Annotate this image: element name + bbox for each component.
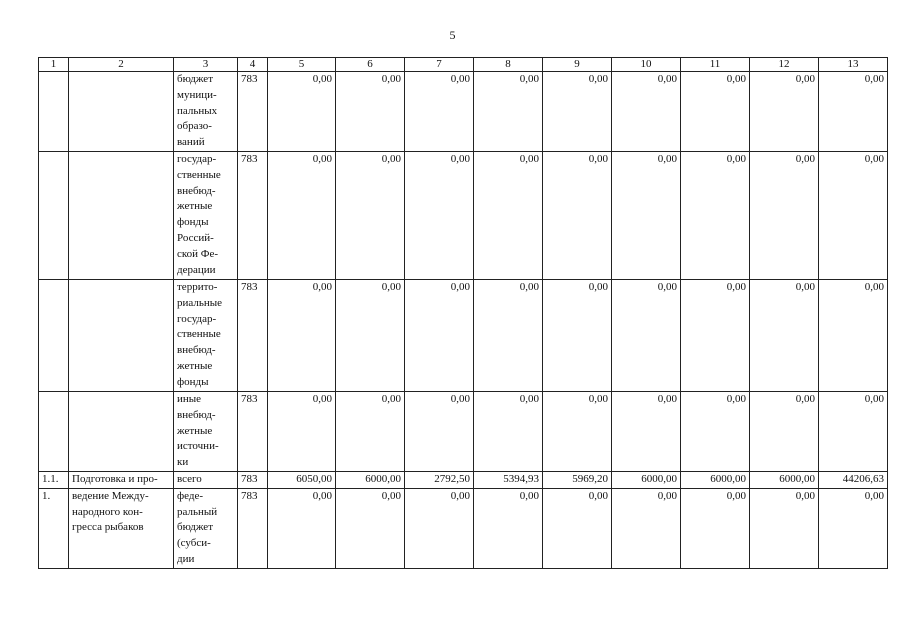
code-cell: 783 — [238, 392, 268, 472]
table-row — [39, 152, 888, 280]
table-row — [39, 280, 888, 392]
funding-source-cell-line: бюджет — [177, 73, 213, 85]
funding-source-cell-line: бюджет — [177, 521, 213, 534]
amount-cell: 44206,63 — [819, 472, 888, 489]
amount-cell: 0,00 — [819, 488, 888, 568]
amount-cell: 0,00 — [819, 72, 888, 152]
header-cell: 2 — [69, 58, 174, 72]
code-cell: 783 — [238, 472, 268, 489]
header-cell: 5 — [268, 58, 336, 72]
header-cell: 12 — [750, 58, 819, 72]
amount-cell: 0,00 — [819, 280, 888, 392]
funding-source-cell-line: государ- — [177, 153, 217, 165]
funding-source-cell — [174, 280, 238, 392]
amount-cell: 0,00 — [474, 280, 543, 392]
amount-cell: 0,00 — [474, 152, 543, 280]
row-number-cell — [39, 392, 69, 472]
table-row — [39, 488, 888, 568]
header-cell: 3 — [174, 58, 238, 72]
funding-source-cell-line: террито- — [177, 281, 218, 293]
header-cell: 4 — [238, 58, 268, 72]
amount-cell: 6000,00 — [681, 472, 750, 489]
activity-name-cell — [69, 392, 174, 472]
amount-cell: 0,00 — [405, 152, 474, 280]
amount-cell: 0,00 — [405, 280, 474, 392]
activity-name-cell — [69, 72, 174, 152]
header-cell: 9 — [543, 58, 612, 72]
amount-cell: 0,00 — [474, 72, 543, 152]
table-row — [39, 392, 888, 472]
header-row — [39, 58, 888, 72]
amount-cell: 0,00 — [543, 280, 612, 392]
row-number-cell — [39, 472, 69, 489]
amount-cell: 0,00 — [268, 152, 336, 280]
header-cell: 7 — [405, 58, 474, 72]
funding-source-cell-line: муници- — [177, 88, 217, 101]
amount-cell: 0,00 — [612, 72, 681, 152]
amount-cell: 6000,00 — [750, 472, 819, 489]
row-number-cell-line: 1.1. — [42, 473, 59, 485]
amount-cell: 0,00 — [405, 72, 474, 152]
row-number-cell — [39, 152, 69, 280]
row-number-cell — [39, 488, 69, 568]
amount-cell: 0,00 — [543, 72, 612, 152]
amount-cell: 0,00 — [268, 392, 336, 472]
amount-cell: 0,00 — [336, 488, 405, 568]
code-cell: 783 — [238, 72, 268, 152]
header-cell: 1 — [39, 58, 69, 72]
funding-source-cell-line: дии — [177, 552, 195, 565]
funding-source-cell-line: иные — [177, 393, 202, 405]
funding-source-cell-line: источни- — [177, 440, 219, 453]
activity-name-cell — [69, 152, 174, 280]
amount-cell: 0,00 — [336, 152, 405, 280]
header-cell: 8 — [474, 58, 543, 72]
amount-cell: 5969,20 — [543, 472, 612, 489]
amount-cell: 0,00 — [268, 488, 336, 568]
activity-name-cell — [69, 280, 174, 392]
funding-source-cell-line: внебюд- — [177, 184, 216, 197]
amount-cell: 5394,93 — [474, 472, 543, 489]
amount-cell: 0,00 — [268, 72, 336, 152]
funding-source-cell-line: ральный — [177, 505, 218, 518]
funding-source-cell-line: жетные — [177, 359, 213, 372]
funding-source-cell-line: фонды — [177, 216, 209, 229]
amount-cell: 0,00 — [681, 152, 750, 280]
funding-source-cell-line: государ- — [177, 312, 217, 325]
activity-name-cell — [69, 472, 174, 489]
row-number-cell — [39, 280, 69, 392]
amount-cell: 0,00 — [819, 152, 888, 280]
funding-source-cell-line: дерации — [177, 263, 216, 276]
amount-cell: 0,00 — [681, 392, 750, 472]
amount-cell: 0,00 — [543, 488, 612, 568]
code-cell: 783 — [238, 488, 268, 568]
code-cell: 783 — [238, 280, 268, 392]
amount-cell: 0,00 — [612, 392, 681, 472]
row-number-cell — [39, 72, 69, 152]
funding-source-cell-line: всего — [177, 473, 202, 485]
amount-cell: 0,00 — [750, 152, 819, 280]
funding-source-cell-line: ки — [177, 456, 189, 469]
activity-name-cell-line: Подготовка и про- — [72, 473, 158, 485]
funding-source-cell-line: ской Фе- — [177, 247, 219, 260]
funding-source-cell-line: фонды — [177, 375, 209, 388]
amount-cell: 0,00 — [750, 392, 819, 472]
funding-source-cell-line: жетные — [177, 424, 213, 437]
amount-cell: 0,00 — [474, 392, 543, 472]
amount-cell: 0,00 — [681, 280, 750, 392]
amount-cell: 0,00 — [681, 72, 750, 152]
amount-cell: 6000,00 — [612, 472, 681, 489]
amount-cell: 0,00 — [336, 392, 405, 472]
table-row — [39, 472, 888, 489]
amount-cell: 0,00 — [819, 392, 888, 472]
funding-source-cell-line: ваний — [177, 136, 205, 149]
funding-source-cell — [174, 152, 238, 280]
funding-source-cell-line: ственные — [177, 168, 221, 181]
amount-cell: 6050,00 — [268, 472, 336, 489]
amount-cell: 0,00 — [336, 280, 405, 392]
activity-name-cell-line: гресса рыбаков — [72, 521, 144, 534]
funding-source-cell-line: ственные — [177, 328, 221, 341]
amount-cell: 0,00 — [612, 152, 681, 280]
funding-source-cell-line: образо- — [177, 120, 212, 133]
activity-name-cell — [69, 488, 174, 568]
funding-source-cell — [174, 72, 238, 152]
activity-name-cell-line: ведение Между- — [72, 489, 149, 502]
amount-cell: 0,00 — [405, 488, 474, 568]
amount-cell: 0,00 — [750, 488, 819, 568]
amount-cell: 0,00 — [543, 152, 612, 280]
funding-source-cell-line: феде- — [177, 489, 204, 502]
funding-source-cell-line: жетные — [177, 200, 213, 213]
amount-cell: 0,00 — [612, 280, 681, 392]
funding-source-cell-line: внебюд- — [177, 408, 216, 421]
funding-source-cell-line: внебюд- — [177, 344, 216, 357]
amount-cell: 6000,00 — [336, 472, 405, 489]
header-cell: 13 — [819, 58, 888, 72]
header-cell: 10 — [612, 58, 681, 72]
row-number-cell-line: 1. — [42, 489, 51, 502]
page-number: 5 — [449, 28, 456, 42]
activity-name-cell-line: народного кон- — [72, 505, 143, 518]
amount-cell: 0,00 — [336, 72, 405, 152]
amount-cell: 2792,50 — [405, 472, 474, 489]
funding-source-cell — [174, 488, 238, 568]
amount-cell: 0,00 — [268, 280, 336, 392]
table-row — [39, 72, 888, 152]
amount-cell: 0,00 — [405, 392, 474, 472]
funding-source-cell-line: пальных — [177, 104, 218, 117]
funding-source-cell-line: Россий- — [177, 231, 214, 244]
amount-cell: 0,00 — [750, 72, 819, 152]
amount-cell: 0,00 — [750, 280, 819, 392]
amount-cell: 0,00 — [543, 392, 612, 472]
budget-table — [38, 57, 888, 569]
funding-source-cell — [174, 472, 238, 489]
header-cell: 11 — [681, 58, 750, 72]
amount-cell: 0,00 — [681, 488, 750, 568]
amount-cell: 0,00 — [612, 488, 681, 568]
funding-source-cell-line: (субси- — [177, 537, 211, 550]
code-cell: 783 — [238, 152, 268, 280]
funding-source-cell-line: риальные — [177, 296, 223, 309]
amount-cell: 0,00 — [474, 488, 543, 568]
header-cell: 6 — [336, 58, 405, 72]
funding-source-cell — [174, 392, 238, 472]
